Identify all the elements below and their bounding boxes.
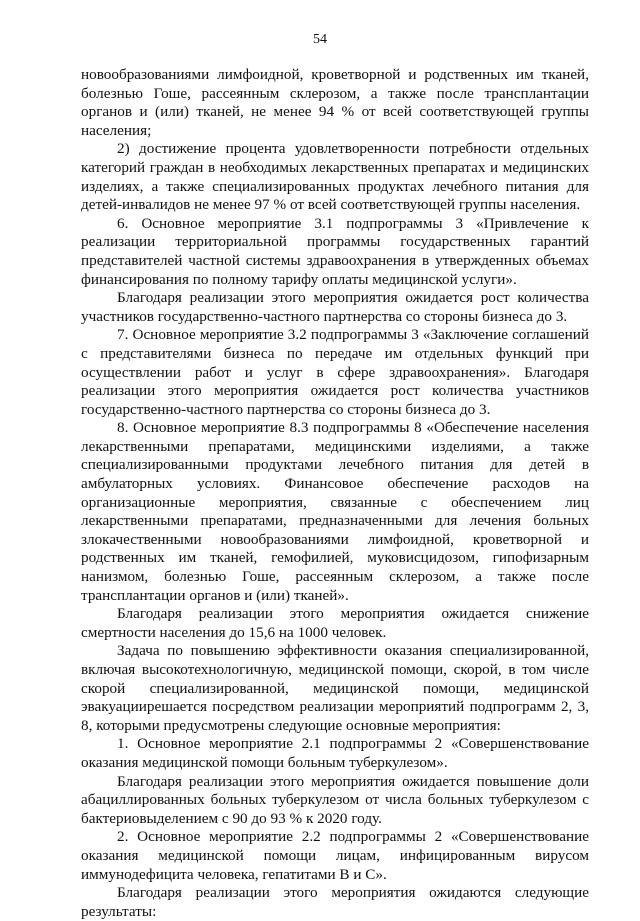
- body-text: [81, 66, 589, 921]
- paragraph-8: Задача по повышению эффективности оказания специализированной, включая высокотехнологичную, медицинской помощи, скорой, в том числе скорой специализированной, медицинской помощи, медицинской эвакуациирешается посредством реализации мероприятий подпрограмм 2, 3, 8, которыми предусмотрены следующие основные мероприятия:: [81, 642, 589, 734]
- paragraph-9: 1. Основное мероприятие 2.1 подпрограммы 2 «Совершенствование оказания медицинской помощи больным туберкулезом».: [81, 735, 589, 771]
- paragraph-3: 6. Основное мероприятие 3.1 подпрограммы 3 «Привлечение к реализации территориальной программы государственных гарантий представителей частной системы здравоохранения в утвержденных объемах финансирования по полному тарифу оплаты медицинской услуги».: [81, 214, 589, 288]
- paragraph-7: Благодаря реализации этого мероприятия ожидается снижение смертности населения до 15,6 на 1000 человек.: [81, 605, 589, 641]
- paragraph-6: 8. Основное мероприятие 8.3 подпрограммы 8 «Обеспечение населения лекарственными препаратами, медицинскими изделиями, а также специализированными продуктами лечебного питания для детей в амбулаторных условиях. Финансовое обеспечение расходов на организационные мероприятия, связанные с обеспечением лиц лекарственными препаратами, предназначенными для лечения больных злокачественными новообразованиями лимфоидной, кроветворной и родственных им тканей, гемофилией, муковисцидозом, гипофизарным нанизмом, болезнью Гоше, рассеянным склерозом, а также после трансплантации органов и (или) тканей».: [81, 419, 589, 604]
- paragraph-11: 2. Основное мероприятие 2.2 подпрограммы 2 «Совершенствование оказания медицинской помощи лицам, инфицированным вирусом иммунодефицита человека, гепатитами В и С».: [81, 828, 589, 883]
- paragraph-5: 7. Основное мероприятие 3.2 подпрограммы 3 «Заключение соглашений с представителями бизнеса по передаче им отдельных функций при осуществлении работ и услуг в сфере здравоохранения». Благодаря реализации этого мероприятия ожидается рост количества участников государственно-частного партнерства со стороны бизнеса до 3.: [81, 326, 589, 418]
- paragraph-2: 2) достижение процента удовлетворенности потребности отдельных категорий граждан в необходимых лекарственных препаратах и медицинских изделиях, а также специализированных продуктах лечебного питания для детей-инвалидов не менее 97 % от всей соответствующей группы населения.: [81, 140, 589, 214]
- paragraph-12: Благодаря реализации этого мероприятия ожидаются следующие результаты:: [81, 884, 589, 920]
- page-number: 54: [313, 32, 327, 47]
- paragraph-1: новообразованиями лимфоидной, кроветворной и родственных им тканей, болезнью Гоше, рассеянным склерозом, а также после трансплантации органов и (или) тканей, не менее 94 % от всей соответствующей группы населения;: [81, 66, 589, 139]
- paragraph-4: Благодаря реализации этого мероприятия ожидается рост количества участников государственно-частного партнерства со стороны бизнеса до 3.: [81, 289, 589, 325]
- paragraph-10: Благодаря реализации этого мероприятия ожидается повышение доли абациллированных больных туберкулезом от числа больных туберкулезом с бактериовыделением с 90 до 93 % к 2020 году.: [81, 772, 589, 827]
